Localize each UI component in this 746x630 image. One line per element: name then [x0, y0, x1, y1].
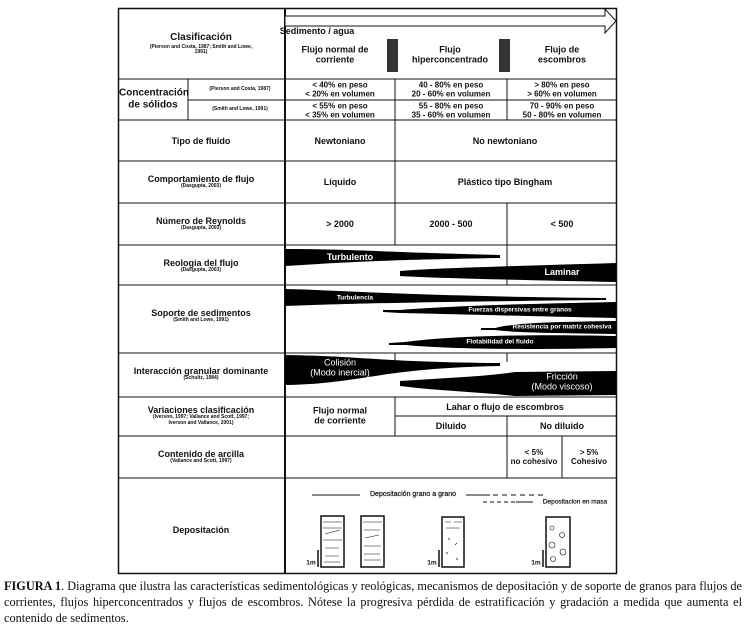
- type-escombros: Flujo de escombros: [537, 44, 587, 65]
- interaccion-label: [134, 366, 269, 382]
- conc-value: < 20% en volumen: [305, 89, 375, 99]
- variaciones-normal: [313, 406, 367, 427]
- arcilla-b-value: > 5%: [579, 447, 599, 457]
- reynolds-value: 2000 - 500: [429, 218, 473, 229]
- scale-label: 1m: [531, 559, 541, 567]
- interaccion-title: Interacción granular dominante: [133, 365, 269, 376]
- reynolds-value: < 500: [550, 218, 574, 229]
- conc-value: > 80% en peso: [534, 80, 590, 90]
- conc-value: < 55% en peso: [312, 101, 368, 111]
- diluido-label: Diluido: [435, 420, 467, 431]
- lahar-label: Lahar o flujo de escombros: [446, 401, 564, 412]
- arcilla-a-text: no cohesivo: [510, 457, 558, 466]
- resistencia-label: Resistencia por matriz cohesiva: [512, 323, 612, 331]
- depositacion-label: Depositación: [172, 524, 230, 535]
- arcilla-label: [158, 449, 244, 465]
- concentracion-label: Concentración de sólidos: [119, 87, 190, 110]
- tipo-newtoniano: Newtoniano: [314, 135, 366, 146]
- boundary-marker: [499, 39, 510, 72]
- arcilla-ref: (Vallance and Scott, 1997): [170, 458, 232, 465]
- arcilla-no-cohesivo: [511, 448, 558, 466]
- variaciones-ref: (Iverson, 1997; Vallance and Scott, 1997;: [152, 414, 250, 421]
- comportamiento-liquido: Líquido: [323, 176, 357, 187]
- turbulencia-label: Turbulencia: [336, 294, 374, 302]
- normal-line2: de corriente: [314, 416, 366, 426]
- flotabilidad-label: Flotabilidad del fluido: [466, 338, 534, 346]
- reynolds-title: Número de Reynolds: [155, 215, 247, 226]
- clasificacion-ref: (Pierson and Costa, 1987; Smith and Lowe, 1991): [149, 43, 253, 56]
- reologia-ref: (Dasgupta, 2003): [180, 267, 222, 274]
- caption-text: . Diagrama que ilustra las características sedimentológicas y reológicas, mecanismos de depositación y de soporte de granos para flujos de corrientes, flujos hiperconcentrados y flujos de escombros. Nótese la progresiva pérdida de estratificación y gradación a medida que aumenta el contenido de sedimentos.: [4, 579, 742, 625]
- conc-value: 50 - 80% en volumen: [522, 110, 602, 120]
- reologia-label: [163, 258, 238, 274]
- reynolds-value: > 2000: [326, 218, 354, 229]
- normal-line1: Flujo normal: [313, 405, 367, 416]
- reologia-title: Reología del flujo: [163, 257, 239, 268]
- conc-value: < 35% en volumen: [305, 110, 375, 120]
- laminar-label: Laminar: [544, 266, 580, 277]
- clasificacion-label: [146, 32, 256, 56]
- colision-mode: (Modo inercial): [310, 368, 370, 378]
- conc-value: 35 - 60% en volumen: [411, 110, 491, 120]
- friccion-label: [531, 372, 592, 393]
- arcilla-a-value: < 5%: [524, 447, 544, 457]
- variaciones-ref: Iverson and Vallance, 2001): [168, 420, 234, 427]
- soporte-label: [151, 308, 251, 324]
- no-diluido-label: No diluido: [540, 420, 584, 431]
- soporte-ref: (Smith and Lowe, 1991): [173, 317, 229, 324]
- arcilla-title: Contenido de arcilla: [157, 448, 245, 459]
- grano-a-grano-label: Depositación grano a grano: [369, 490, 457, 498]
- clasificacion-title: Clasificación: [170, 32, 232, 43]
- boundary-marker: [387, 39, 398, 72]
- tipo-no-newtoniano: No newtoniano: [472, 135, 538, 146]
- comportamiento-plastico: Plástico tipo Bingham: [457, 176, 553, 187]
- turbulento-bar: [285, 249, 500, 266]
- comportamiento-ref: (Dasgupta, 2003): [180, 183, 221, 190]
- comportamiento-title: Comportamiento de flujo: [147, 173, 255, 184]
- comportamiento-label: [148, 174, 255, 190]
- masa-label: Depositacion en masa: [542, 498, 608, 506]
- reynolds-label: [156, 216, 246, 232]
- conc-value: 40 - 80% en peso: [418, 80, 484, 90]
- conc-value: < 40% en peso: [312, 80, 368, 90]
- conc-value: 70 - 90% en peso: [529, 101, 595, 111]
- type-hiperconcentrado: Flujo hiperconcentrado: [411, 44, 488, 65]
- friccion-text: Fricción: [546, 371, 578, 382]
- turbulento-label: Turbulento: [326, 251, 374, 262]
- scale-label: 1m: [306, 559, 316, 567]
- friccion-mode: (Modo viscoso): [531, 382, 593, 392]
- variaciones-title: Variaciones clasificación: [147, 405, 255, 416]
- fuerzas-label: Fuerzas dispersivas entre granos: [468, 306, 572, 314]
- variaciones-label: [148, 405, 255, 427]
- interaccion-ref: (Schultz, 1984): [183, 375, 219, 382]
- scale-label: 1m: [427, 559, 437, 567]
- tipo-label: Tipo de fluido: [171, 135, 231, 146]
- type-normal: Flujo normal de corriente: [301, 44, 369, 65]
- conc-value: 20 - 60% en volumen: [411, 89, 491, 99]
- conc-value: > 60% en volumen: [527, 89, 597, 99]
- arcilla-b-text: Cohesivo: [570, 457, 608, 466]
- conc-ref2: (Smith and Lowe, 1991): [212, 106, 268, 113]
- soporte-title: Soporte de sedimentos: [151, 307, 251, 318]
- figure-caption: [4, 578, 742, 626]
- colision-label: [310, 358, 370, 379]
- caption-label: FIGURA 1: [4, 579, 62, 593]
- colision-text: Colisión: [323, 357, 356, 368]
- arrow-label: Sedimento / agua: [279, 25, 355, 36]
- laminar-bar: [400, 263, 616, 282]
- conc-ref1: (Pierson and Costa, 1987): [209, 86, 271, 93]
- reynolds-ref: (Dasgupta, 2003): [180, 225, 221, 232]
- arcilla-cohesivo: [571, 448, 607, 466]
- conc-value: 55 - 80% en peso: [418, 101, 484, 111]
